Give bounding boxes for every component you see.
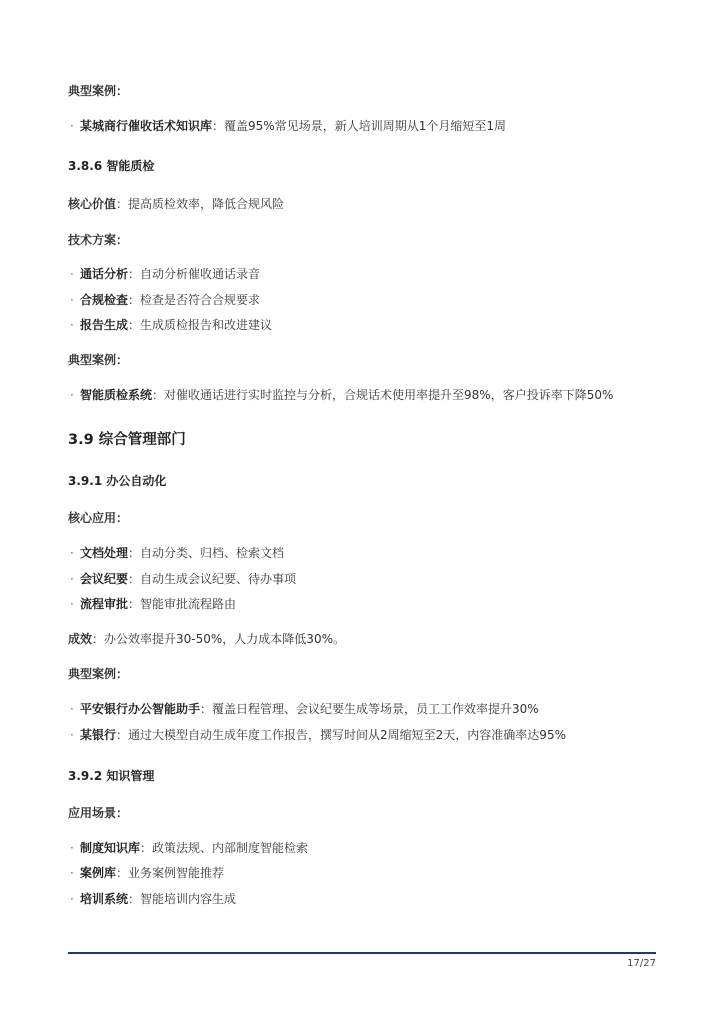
- list-item: · 流程审批：智能审批流程路由: [70, 597, 237, 611]
- bullet-icon: ·: [70, 866, 74, 880]
- bullet-icon: ·: [70, 597, 74, 611]
- list-item: · 培训系统：智能培训内容生成: [70, 892, 237, 906]
- result-paragraph: 成效：办公效率提升30-50%，人力成本降低30%。: [68, 632, 345, 646]
- bullet-icon: ·: [70, 841, 74, 855]
- tech-label: 技术方案：: [68, 233, 129, 247]
- bullet-icon: ·: [70, 318, 74, 332]
- page-number: 17/27: [627, 958, 656, 969]
- bullet-icon: ·: [70, 546, 74, 560]
- list-item: · 会议纪要：自动生成会议纪要、待办事项: [70, 572, 297, 586]
- section-heading-3-9-2: 3.9.2 知识管理: [68, 769, 155, 783]
- list-item: · 某银行：通过大模型自动生成年度工作报告，撰写时间从2周缩短至2天，内容准确率达95%: [70, 728, 566, 742]
- list-item: · 报告生成：生成质检报告和改进建议: [70, 318, 273, 332]
- list-item: · 案例库：业务案例智能推荐: [70, 866, 225, 880]
- bullet-icon: ·: [70, 572, 74, 586]
- scenes-label: 应用场景：: [68, 806, 129, 820]
- list-item: · 平安银行办公智能助手：覆盖日程管理、会议纪要生成等场景，员工工作效率提升30%: [70, 702, 539, 716]
- list-item: · 合规检查：检查是否符合合规要求: [70, 293, 261, 307]
- bullet-icon: ·: [70, 267, 74, 281]
- list-item: · 文档处理：自动分类、归档、检索文档: [70, 546, 285, 560]
- list-item: · 制度知识库：政策法规、内部制度智能检索: [70, 841, 309, 855]
- cases-label: 典型案例：: [68, 667, 129, 681]
- bullet-icon: ·: [70, 702, 74, 716]
- bullet-icon: ·: [70, 388, 74, 402]
- section-heading-3-9-1: 3.9.1 办公自动化: [68, 474, 167, 488]
- footer-rule: [68, 952, 656, 954]
- cases-label: 典型案例：: [68, 84, 129, 98]
- list-item: · 通话分析：自动分析催收通话录音: [70, 267, 261, 281]
- bullet-icon: ·: [70, 892, 74, 906]
- list-item: · 智能质检系统：对催收通话进行实时监控与分析，合规话术使用率提升至98%，客户投诉率下降50%: [70, 388, 614, 402]
- core-apps-label: 核心应用：: [68, 511, 129, 525]
- list-item: · 某城商行催收话术知识库：覆盖95%常见场景，新人培训周期从1个月缩短至1周: [70, 119, 506, 133]
- section-heading-3-9: 3.9 综合管理部门: [68, 432, 186, 448]
- core-value-paragraph: 核心价值：提高质检效率，降低合规风险: [68, 197, 285, 211]
- cases-label: 典型案例：: [68, 353, 129, 367]
- bullet-icon: ·: [70, 293, 74, 307]
- section-heading-3-8-6: 3.8.6 智能质检: [68, 159, 155, 173]
- bullet-icon: ·: [70, 728, 74, 742]
- bullet-icon: ·: [70, 119, 74, 133]
